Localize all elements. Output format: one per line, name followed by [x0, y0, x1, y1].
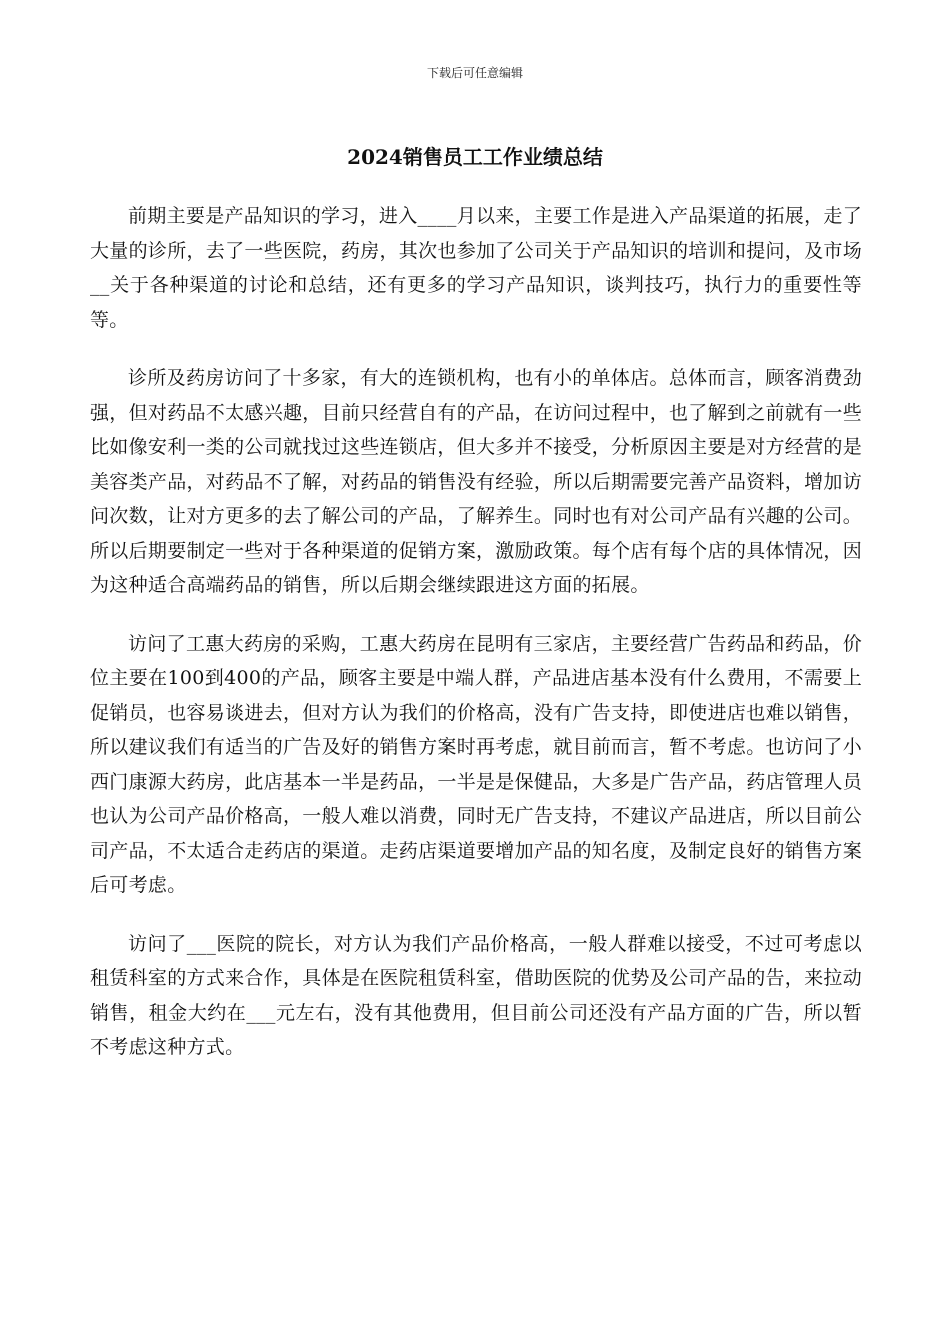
paragraph-3: 访问了工惠大药房的采购，工惠大药房在昆明有三家店，主要经营广告药品和药品，价位主要在100到400的产品，顾客主要是中端人群，产品进店基本没有什么费用，不需要上促销员，也容易谈进去，但对方认为我们的价格高，没有广告支持，即使进店也难以销售，所以建议我们有适当的广告及好的销售方案时再考虑，就目前而言，暂不考虑。也访问了小西门康源大药房，此店基本一半是药品，一半是是保健品，大多是广告产品，药店管理人员也认为公司产品价格高，一般人难以消费，同时无广告支持，不建议产品进店，所以目前公司产品，不太适合走药店的渠道。走药店渠道要增加产品的知名度，及制定良好的销售方案后可考虑。	[90, 632, 863, 896]
document-body	[90, 199, 862, 1089]
paragraph-2: 诊所及药房访问了十多家，有大的连锁机构，也有小的单体店。总体而言，顾客消费劲强，但对药品不太感兴趣，目前只经营自有的产品，在访问过程中，也了解到之前就有一些比如像安利一类的公司就找过这些连锁店，但大多并不接受，分析原因主要是对方经营的是美容类产品，对药品不了解，对药品的销售没有经验，所以后期需要完善产品资料，增加访问次数，让对方更多的去了解公司的产品，了解养生。同时也有对公司产品有兴趣的公司。所以后期要制定一些对于各种渠道的促销方案，激励政策。每个店有每个店的具体情况，因为这种适合高端药品的销售，所以后期会继续跟进这方面的拓展。	[90, 367, 863, 596]
paragraph-1: 前期主要是产品知识的学习，进入____月以来，主要工作是进入产品渠道的拓展，走了大量的诊所，去了一些医院，药房，其次也参加了公司关于产品知识的培训和提问，及市场__关于各种渠道的讨论和总结，还有更多的学习产品知识，谈判技巧，执行力的重要性等等。	[90, 205, 863, 331]
document-title: 2024销售员工工作业绩总结	[347, 145, 603, 169]
paragraph-4: 访问了___医院的院长，对方认为我们产品价格高，一般人群难以接受，不过可考虑以租赁科室的方式来合作，具体是在医院租赁科室，借助医院的优势及公司产品的告，来拉动销售，租金大约在___元左右，没有其他费用，但目前公司还没有产品方面的广告，所以暂不考虑这种方式。	[90, 932, 863, 1058]
header-note: 下载后可任意编辑	[426, 66, 523, 80]
